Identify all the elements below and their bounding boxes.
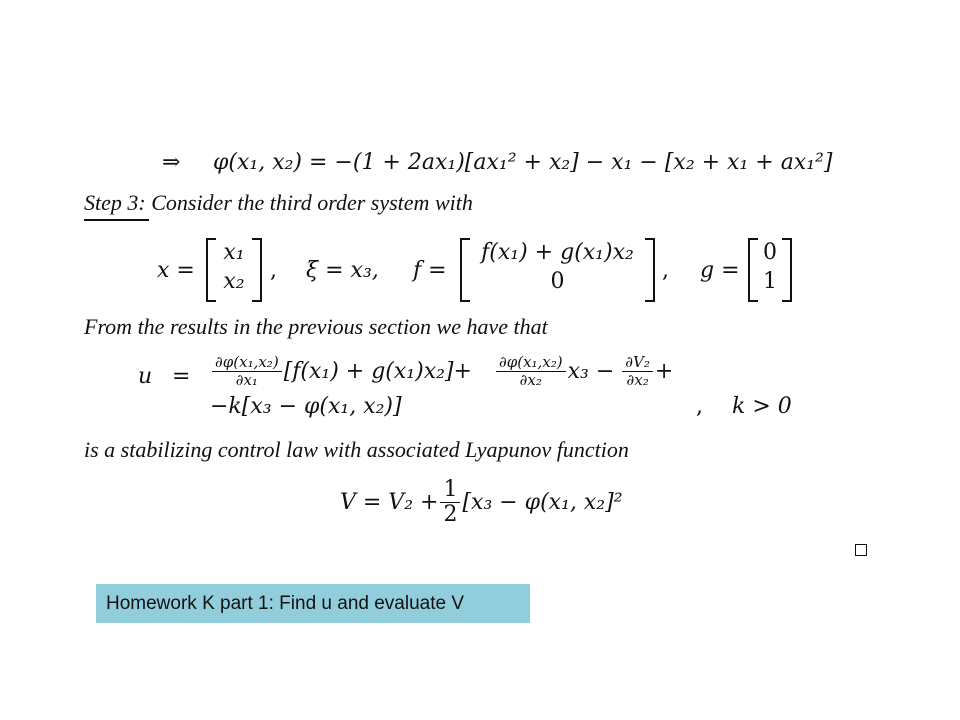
u-symbol: u	[138, 364, 153, 389]
k-condition: k > 0	[732, 394, 792, 419]
f-vector	[460, 238, 655, 298]
dV2-dx2-num: ∂V₂	[622, 354, 653, 372]
f-comma: ,	[662, 258, 669, 283]
x-lhs: x =	[157, 258, 195, 283]
dV2-dx2-den: ∂x₂	[626, 370, 649, 389]
one-half-fraction	[440, 478, 460, 527]
g-vector-top: 0	[763, 240, 777, 265]
u-equals: =	[172, 364, 191, 389]
x-comma: ,	[270, 258, 277, 283]
u-mid-term: [f(x₁) + g(x₁)x₂]+	[283, 358, 472, 384]
dphi-dx2-fraction	[496, 354, 566, 388]
f-vector-top: f(x₁) + g(x₁)x₂	[481, 240, 634, 265]
phi-equation: φ(x₁, x₂) = −(1 + 2ax₁)[ax₁² + x₂] − x₁ − [x₂ + x₁ + ax₁²]	[213, 150, 833, 175]
g-lhs: g =	[700, 258, 740, 283]
g-vector	[748, 238, 792, 298]
u-plus: +	[654, 358, 674, 384]
dphi-dx1-fraction	[212, 354, 282, 388]
dphi-dx2-den: ∂x₂	[519, 370, 542, 389]
dphi-dx1-num: ∂φ(x₁,x₂)	[212, 354, 282, 372]
f-vector-bottom: 0	[550, 269, 565, 294]
u-x3-term: x₃ −	[567, 358, 615, 384]
f-lhs: f =	[413, 258, 447, 283]
step3-label: Step 3:	[84, 190, 146, 215]
dV2-dx2-fraction	[622, 354, 653, 388]
lyapunov-lhs: V = V₂ +	[340, 490, 439, 516]
g-vector-bottom: 1	[763, 269, 777, 294]
lyapunov-rhs: [x₃ − φ(x₁, x₂]²	[462, 490, 623, 516]
x-vector-bottom: x₂	[223, 269, 245, 294]
one-half-den: 2	[443, 502, 458, 528]
dphi-dx1-den: ∂x₁	[235, 370, 258, 389]
one-half-num: 1	[440, 478, 460, 503]
x-vector	[206, 238, 262, 298]
homework-box: Homework K part 1: Find u and evaluate V	[96, 584, 530, 623]
x-vector-top: x₁	[223, 240, 245, 265]
dphi-dx2-num: ∂φ(x₁,x₂)	[496, 354, 566, 372]
u-line2-comma: ,	[696, 394, 703, 419]
qed-square-icon	[855, 544, 867, 556]
stabilizing-text: is a stabilizing control law with associated Lyapunov function	[84, 437, 629, 462]
step3-line	[84, 190, 473, 216]
lyapunov-equation	[340, 478, 623, 527]
u-line2: −k[x₃ − φ(x₁, x₂)]	[210, 394, 402, 419]
step3-text: Consider the third order system with	[145, 190, 473, 215]
from-results-text: From the results in the previous section we have that	[84, 314, 548, 339]
u-line1	[210, 354, 673, 388]
step3-underline	[84, 219, 149, 221]
phi-arrow: ⇒	[162, 150, 181, 175]
xi-definition: ξ = x₃,	[306, 258, 379, 283]
